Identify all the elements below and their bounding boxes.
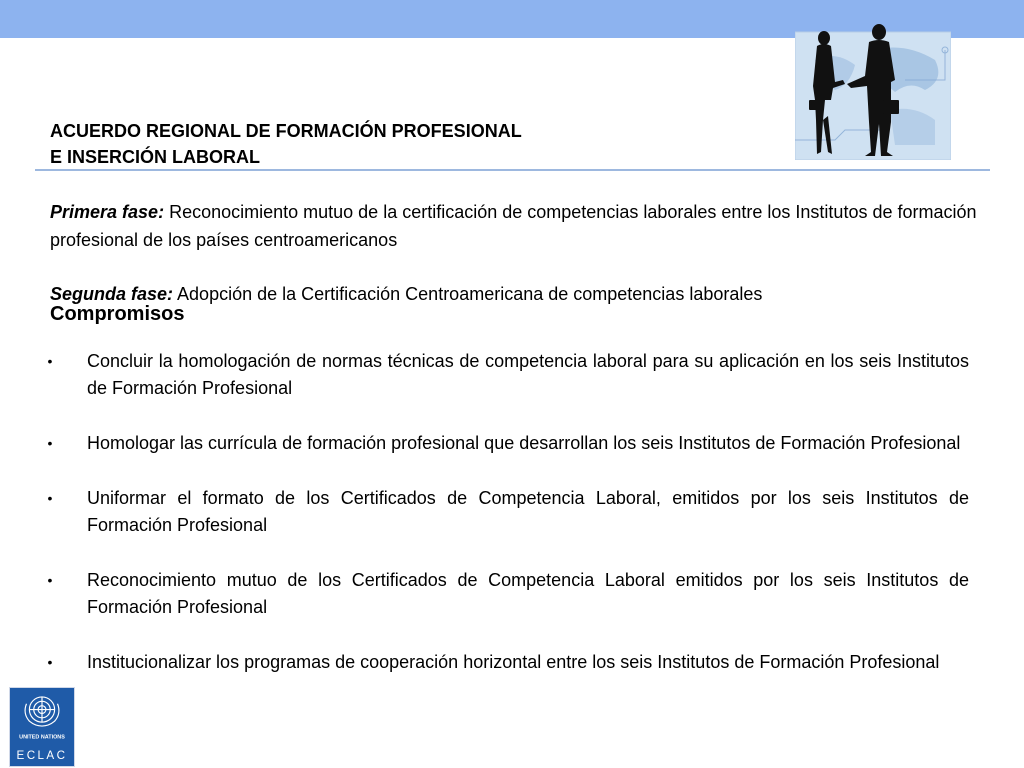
bullet-icon: •: [47, 490, 53, 506]
slide-title: [50, 118, 522, 170]
list-item-text: Homologar las currícula de formación profesional que desarrollan los seis Institutos de Formación Profesional: [87, 433, 961, 453]
bullet-icon: •: [47, 572, 53, 588]
list-item-text: Institucionalizar los programas de cooperación horizontal entre los seis Institutos de Formación Profesional: [87, 652, 940, 672]
list-item-text: Reconocimiento mutuo de los Certificados de Competencia Laboral emitidos por los seis Institutos de Formación Profesional: [87, 570, 969, 617]
phase-1-text: Reconocimiento mutuo de la certificación de competencias laborales entre los Institutos de formación profesional de los países centroamericanos: [50, 202, 977, 250]
bullet-icon: •: [47, 353, 53, 369]
bullet-icon: •: [47, 654, 53, 670]
list-item: [44, 649, 969, 676]
title-line-1: ACUERDO REGIONAL DE FORMACIÓN PROFESIONAL: [50, 121, 522, 141]
list-item-text: Uniformar el formato de los Certificados de Competencia Laboral, emitidos por los seis Institutos de Formación Profesional: [87, 488, 969, 535]
list-item-text: Concluir la homologación de normas técnicas de competencia laboral para su aplicación en los seis Institutos de Formación Profesional: [87, 351, 969, 398]
list-item: [44, 567, 969, 621]
title-line-2: E INSERCIÓN LABORAL: [50, 147, 261, 167]
bullet-icon: •: [47, 435, 53, 451]
phase-2-text: Adopción de la Certificación Centroamericana de competencias laborales: [173, 284, 763, 304]
phase-2: [50, 280, 995, 308]
list-item: [44, 485, 969, 539]
title-divider: [35, 169, 990, 171]
phase-1: [50, 198, 995, 254]
phase-1-label: Primera fase:: [50, 202, 165, 222]
handshake-image: [795, 20, 951, 160]
phase-2-label: Segunda fase:: [50, 284, 174, 304]
logo-text-un: UNITED NATIONS: [19, 734, 65, 741]
eclac-logo: [9, 687, 75, 767]
compromisos-heading: Compromisos: [50, 303, 185, 325]
list-item: [44, 348, 969, 402]
logo-text-eclac: ECLAC: [16, 749, 68, 762]
list-item: [44, 430, 969, 457]
compromisos-list: [44, 348, 969, 704]
